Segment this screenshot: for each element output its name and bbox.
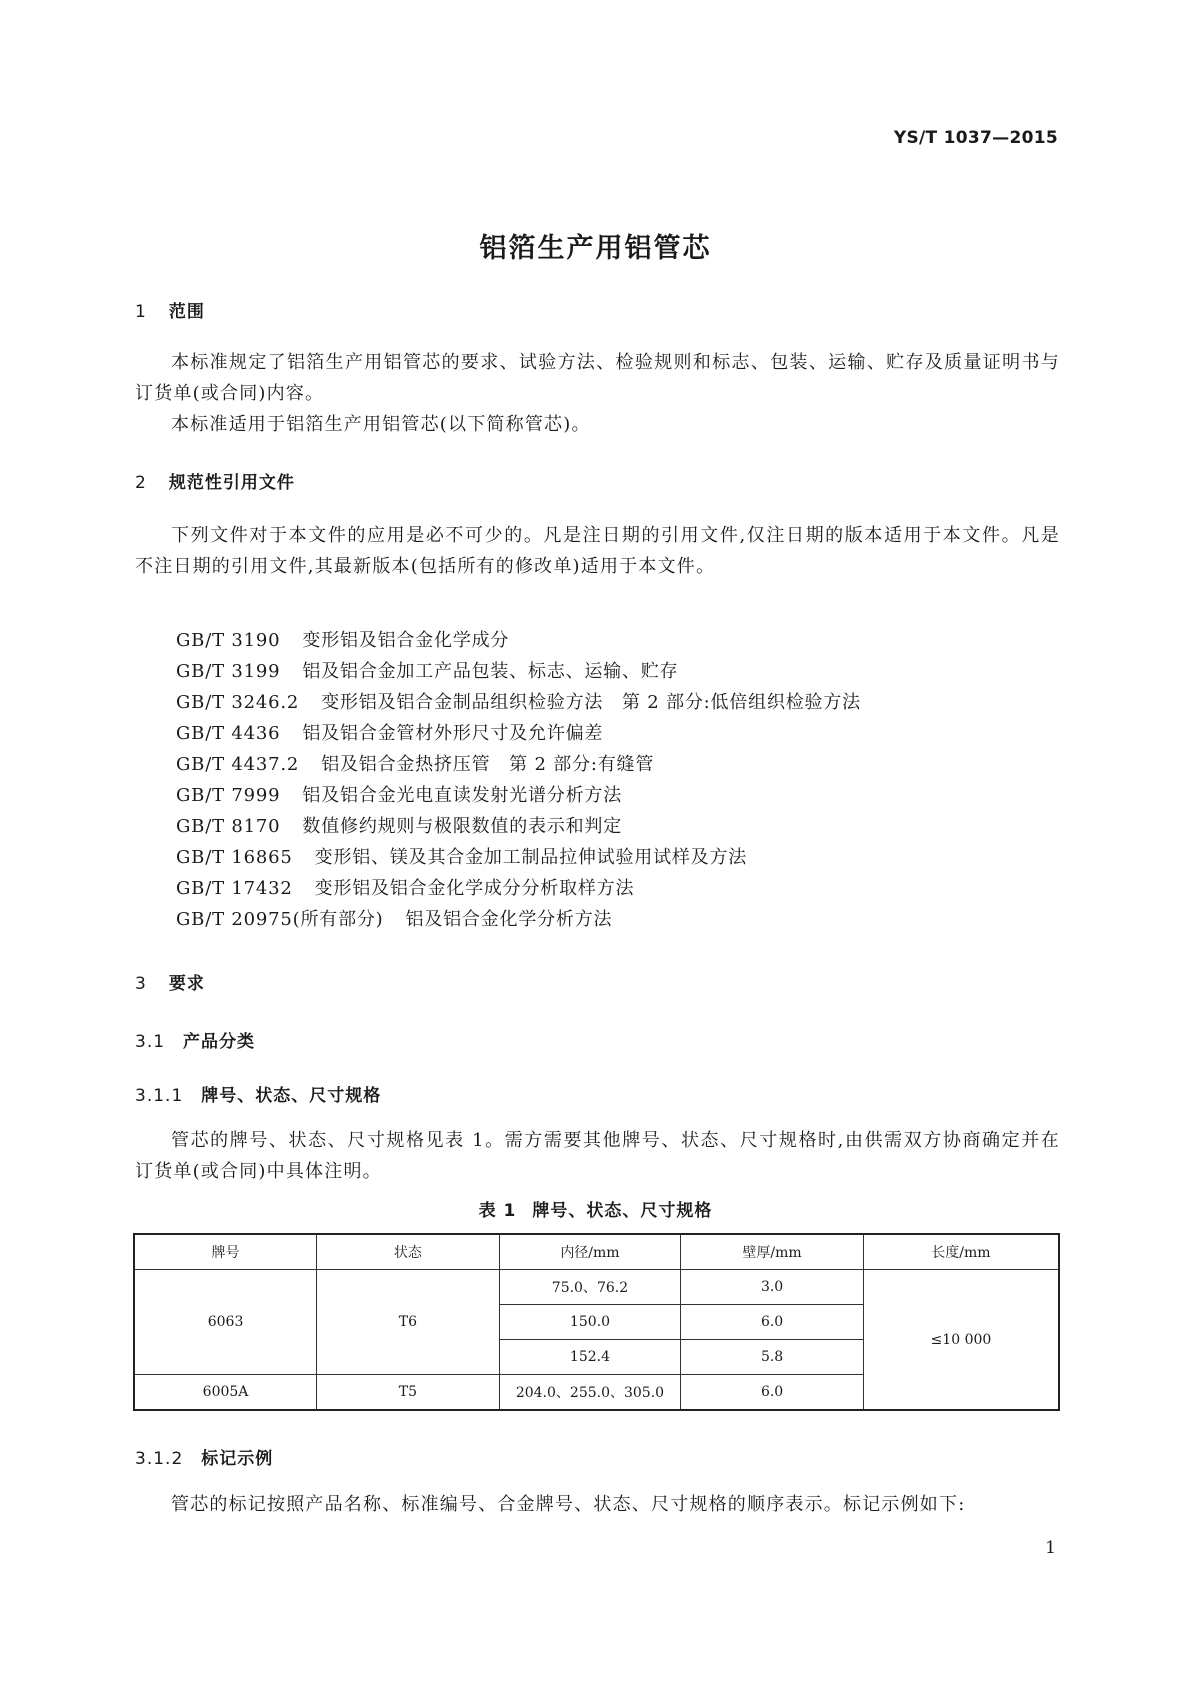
reference-item — [176, 687, 861, 718]
reference-title: 变形铝及铝合金化学成分 — [302, 630, 510, 651]
section-title: 产品分类 — [183, 1032, 256, 1052]
section-title: 牌号、状态、尺寸规格 — [201, 1086, 382, 1106]
reference-code: GB/T 3199 — [176, 661, 281, 682]
table-header-row — [134, 1234, 1059, 1270]
grade-cell: 6005A — [134, 1375, 317, 1411]
reference-code: GB/T 20975(所有部分) — [176, 909, 384, 930]
section-number: 3.1 — [135, 1032, 166, 1052]
reference-item — [176, 625, 861, 656]
paragraph: 管芯的牌号、状态、尺寸规格见表 1。需方需要其他牌号、状态、尺寸规格时,由供需双方协商确定并在订货单(或合同)中具体注明。 — [135, 1130, 1060, 1182]
reference-item — [176, 904, 861, 935]
header-cell: 状态 — [317, 1234, 500, 1270]
temper-cell: T6 — [317, 1270, 500, 1375]
wall-thickness-cell: 6.0 — [681, 1305, 864, 1340]
table-number: 表 1 — [478, 1201, 517, 1221]
reference-item — [176, 749, 861, 780]
section-number: 3.1.2 — [135, 1449, 184, 1469]
reference-list — [176, 625, 861, 935]
section-number: 3 — [135, 974, 147, 994]
section-3-1-2-body — [135, 1489, 1060, 1520]
reference-title: 变形铝、镁及其合金加工制品拉伸试验用试样及方法 — [314, 847, 748, 868]
reference-title: 铝及铝合金热挤压管 第 2 部分:有缝管 — [321, 754, 655, 775]
reference-title: 铝及铝合金加工产品包装、标志、运输、贮存 — [302, 661, 679, 682]
reference-item — [176, 842, 861, 873]
section-3-1-2-heading — [135, 1444, 273, 1469]
reference-item — [176, 873, 861, 904]
reference-item — [176, 780, 861, 811]
inner-diameter-cell: 152.4 — [499, 1340, 681, 1375]
paragraph: 本标准规定了铝箔生产用铝管芯的要求、试验方法、检验规则和标志、包装、运输、贮存及质量证明书与订货单(或合同)内容。 — [135, 352, 1060, 404]
header-cell: 长度/mm — [863, 1234, 1059, 1270]
reference-code: GB/T 4437.2 — [176, 754, 300, 775]
section-1-body — [135, 347, 1060, 440]
table-title: 牌号、状态、尺寸规格 — [532, 1201, 713, 1221]
section-3-1-1-body — [135, 1125, 1060, 1187]
reference-title: 铝及铝合金光电直读发射光谱分析方法 — [302, 785, 623, 806]
table-row — [134, 1270, 1059, 1305]
section-number: 1 — [135, 302, 147, 322]
section-1-heading — [135, 297, 205, 322]
reference-code: GB/T 7999 — [176, 785, 281, 806]
section-3-1-heading — [135, 1027, 255, 1052]
section-number: 3.1.1 — [135, 1086, 184, 1106]
section-title: 范围 — [168, 302, 205, 322]
section-number: 2 — [135, 473, 147, 493]
section-2-intro — [135, 520, 1060, 582]
standard-number: YS/T 1037—2015 — [893, 128, 1058, 148]
paragraph: 下列文件对于本文件的应用是必不可少的。凡是注日期的引用文件,仅注日期的版本适用于本文件。凡是不注日期的引用文件,其最新版本(包括所有的修改单)适用于本文件。 — [135, 525, 1060, 577]
reference-code: GB/T 3246.2 — [176, 692, 300, 713]
reference-item — [176, 811, 861, 842]
reference-title: 变形铝及铝合金制品组织检验方法 第 2 部分:低倍组织检验方法 — [321, 692, 861, 713]
header-cell: 牌号 — [134, 1234, 317, 1270]
section-3-heading — [135, 969, 205, 994]
header-cell: 内径/mm — [499, 1234, 681, 1270]
paragraph: 本标准适用于铝箔生产用铝管芯(以下简称管芯)。 — [171, 414, 591, 435]
length-cell: ≤10 000 — [863, 1270, 1059, 1411]
reference-title: 数值修约规则与极限数值的表示和判定 — [302, 816, 623, 837]
reference-code: GB/T 17432 — [176, 878, 293, 899]
document-title: 铝箔生产用铝管芯 — [479, 233, 712, 264]
table-caption — [0, 1196, 1191, 1221]
reference-code: GB/T 16865 — [176, 847, 293, 868]
wall-thickness-cell: 3.0 — [681, 1270, 864, 1305]
reference-code: GB/T 4436 — [176, 723, 281, 744]
section-3-1-1-heading — [135, 1081, 381, 1106]
reference-title: 变形铝及铝合金化学成分分析取样方法 — [314, 878, 635, 899]
header-cell: 壁厚/mm — [681, 1234, 864, 1270]
inner-diameter-cell: 150.0 — [499, 1305, 681, 1340]
inner-diameter-cell: 204.0、255.0、305.0 — [499, 1375, 681, 1411]
section-title: 要求 — [168, 974, 205, 994]
inner-diameter-cell: 75.0、76.2 — [499, 1270, 681, 1305]
paragraph: 管芯的标记按照产品名称、标准编号、合金牌号、状态、尺寸规格的顺序表示。标记示例如下: — [171, 1494, 966, 1515]
section-2-heading — [135, 468, 295, 493]
wall-thickness-cell: 5.8 — [681, 1340, 864, 1375]
temper-cell: T5 — [317, 1375, 500, 1411]
section-title: 规范性引用文件 — [168, 473, 295, 493]
reference-code: GB/T 8170 — [176, 816, 281, 837]
reference-item — [176, 718, 861, 749]
wall-thickness-cell: 6.0 — [681, 1375, 864, 1411]
spec-table — [133, 1233, 1060, 1411]
section-title: 标记示例 — [201, 1449, 274, 1469]
page-number: 1 — [1045, 1538, 1056, 1558]
grade-cell: 6063 — [134, 1270, 317, 1375]
reference-title: 铝及铝合金化学分析方法 — [405, 909, 613, 930]
reference-code: GB/T 3190 — [176, 630, 281, 651]
reference-item — [176, 656, 861, 687]
reference-title: 铝及铝合金管材外形尺寸及允许偏差 — [302, 723, 604, 744]
